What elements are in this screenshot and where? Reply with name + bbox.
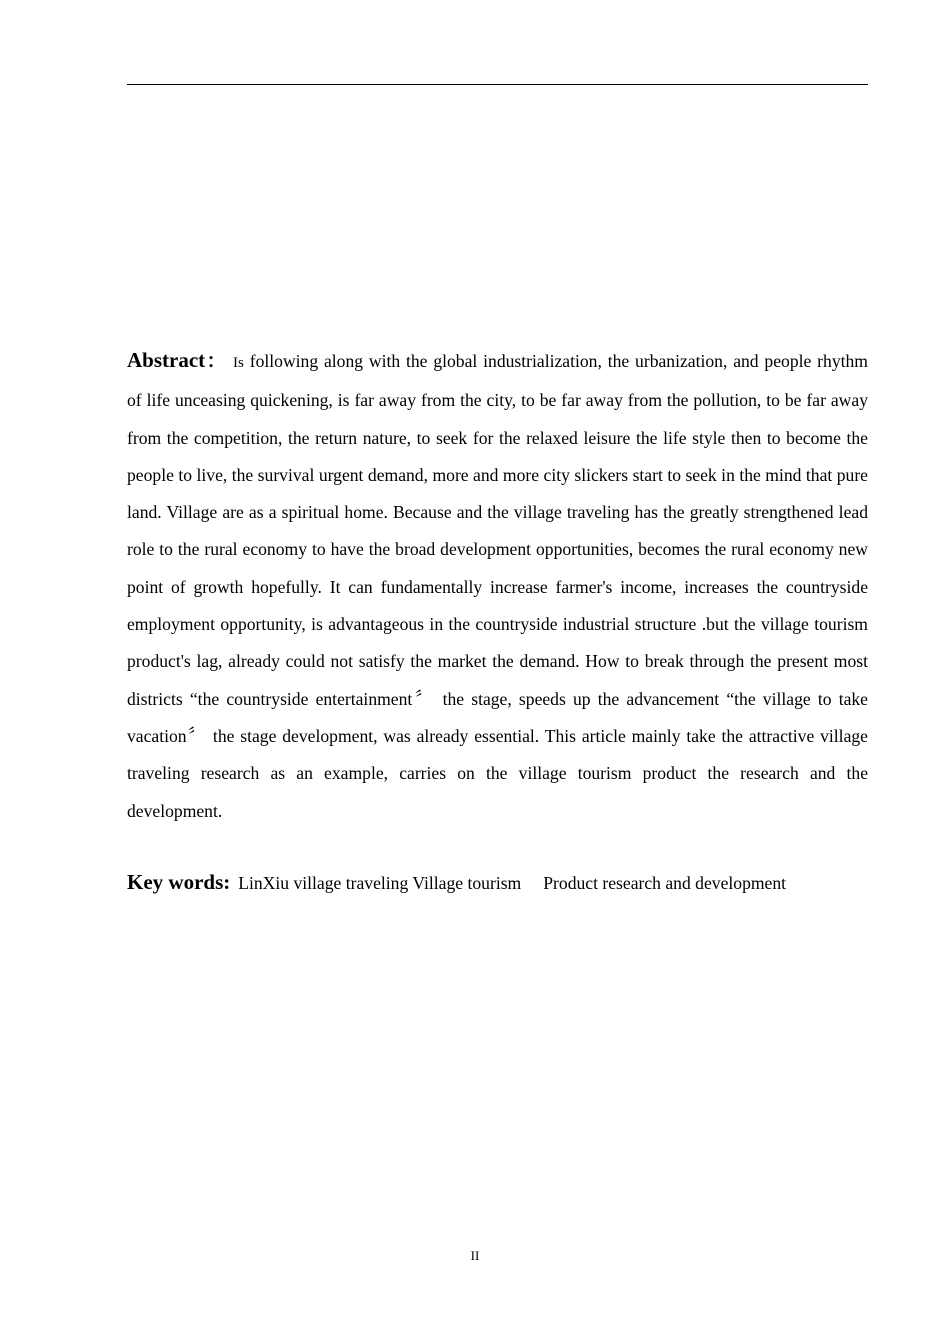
abstract-lead-word: Is: [233, 355, 244, 371]
keywords-part-2: Product research and development: [543, 873, 787, 893]
page-number: II: [470, 1248, 480, 1263]
keywords-part-1: LinXiu village traveling Village tourism: [238, 873, 522, 893]
abstract-paragraph: [127, 342, 868, 830]
abstract-colon: ：: [205, 351, 228, 372]
keywords-line: [127, 864, 868, 902]
header-rule: [127, 84, 868, 85]
abstract-label: Abstract: [127, 348, 206, 372]
abstract-text: following along with the global industrialization, the urbanization, and people rhythm of life unceasing quickening, is far away from the city, to be far away from the pollution, to be far away from the competition, the return nature, to seek for the relaxed leisure the life style then to become the people to live, the survival urgent demand, more and more city slickers start to seek in the mind that pure land. Village are as a spiritual home. Because and the village traveling has the greatly strengthened lead role to the rural economy to have the broad development opportunities, becomes the rural economy new point of growth hopefully. It can fundamentally increase farmer's income, increases the countryside employment opportunity, is advantageous in the countryside industrial structure .but the village tourism product's lag, already could not satisfy the market the demand. How to break through the present most districts “the countryside entertainment〞 the stage, speeds up the advancement “the village to take vacation〞 the stage development, was already essential. This article mainly take the attractive village traveling research as an example, carries on the village tourism product the research and the development.: [127, 351, 868, 821]
keywords-label: Key words:: [127, 870, 231, 894]
